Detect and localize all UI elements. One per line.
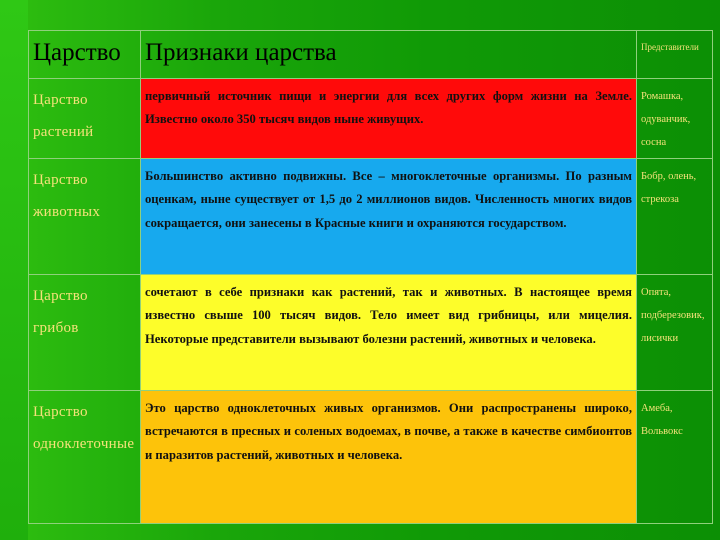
kingdom-name: Царство растений bbox=[33, 92, 94, 140]
examples-cell bbox=[637, 159, 713, 275]
header-examples-cell bbox=[637, 31, 713, 79]
examples-cell bbox=[637, 391, 713, 524]
description-cell bbox=[141, 391, 637, 524]
description-cell bbox=[141, 275, 637, 391]
kingdom-examples: Амеба, Вольвокс bbox=[641, 403, 683, 438]
kingdom-cell bbox=[29, 391, 141, 524]
kingdom-cell bbox=[29, 79, 141, 159]
table-row bbox=[29, 79, 713, 159]
description-cell bbox=[141, 159, 637, 275]
examples-cell bbox=[637, 275, 713, 391]
kingdom-cell bbox=[29, 159, 141, 275]
kingdom-description: первичный источник пищи и энергии для всех других форм жизни на Земле. Известно около 350 тысяч видов ныне живущих. bbox=[145, 89, 632, 127]
kingdom-description: Большинство активно подвижны. Все – многоклеточные организмы. По разным оценкам, ныне существует от 1,5 до 2 миллионов видов. Численность многих видов сокращается, они занесены в Красные книги и охраняются государством. bbox=[145, 169, 632, 230]
table-row bbox=[29, 275, 713, 391]
left-accent-stripe bbox=[0, 0, 28, 540]
kingdom-name: Царство животных bbox=[33, 172, 101, 220]
kingdom-examples: Ромашка, одуванчик, сосна bbox=[641, 91, 691, 149]
description-cell bbox=[141, 79, 637, 159]
kingdom-description: Это царство одноклеточных живых организмов. Они распространены широко, встречаются в пресных и соленых водоемах, в почве, а также в качестве симбионтов и паразитов растений, животных и человека. bbox=[145, 401, 632, 462]
table-header-row bbox=[29, 31, 713, 79]
header-examples: Представители bbox=[641, 42, 699, 52]
header-features: Признаки царства bbox=[145, 39, 337, 66]
header-kingdom: Царство bbox=[33, 39, 121, 66]
table-row bbox=[29, 391, 713, 524]
header-features-cell bbox=[141, 31, 637, 79]
kingdom-name: Царство одноклеточные bbox=[33, 404, 135, 452]
header-kingdom-cell bbox=[29, 31, 141, 79]
kingdom-examples: Бобр, олень, стрекоза bbox=[641, 171, 697, 206]
table-row bbox=[29, 159, 713, 275]
kingdom-examples: Опята, подберезовик, лисички bbox=[641, 287, 705, 345]
kingdom-name: Царство грибов bbox=[33, 288, 88, 336]
kingdoms-table bbox=[28, 30, 713, 524]
examples-cell bbox=[637, 79, 713, 159]
kingdom-description: сочетают в себе признаки как растений, так и животных. В настоящее время известно свыше 100 тысяч видов. Тело имеет вид грибницы, или мицелия. Некоторые представители вызывают болезни растений, животных и человека. bbox=[145, 285, 632, 346]
kingdom-cell bbox=[29, 275, 141, 391]
